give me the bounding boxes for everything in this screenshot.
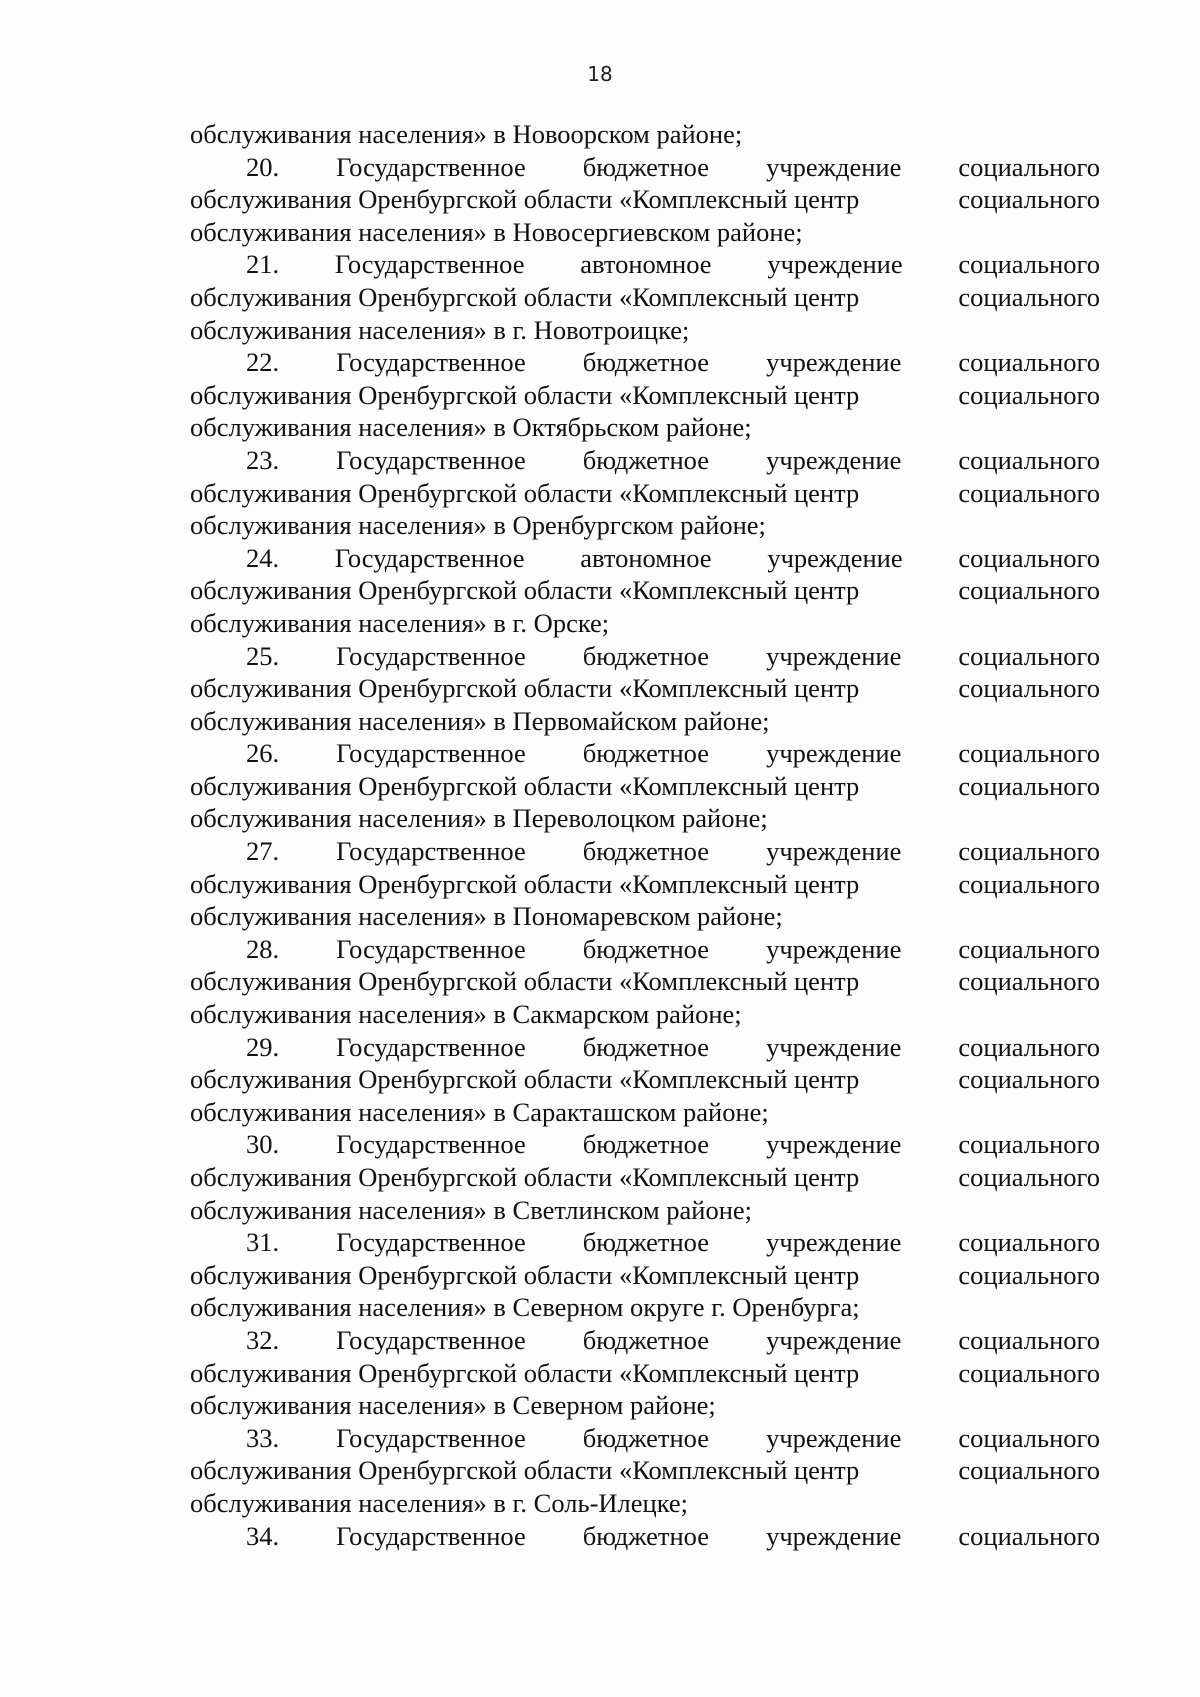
word-inst: учреждение bbox=[766, 1227, 902, 1258]
item-location: обслуживания населения» в г. Соль-Илецке; bbox=[190, 1487, 689, 1518]
institution-type: бюджетное bbox=[582, 347, 710, 378]
item-line-2 bbox=[190, 868, 1100, 901]
item-location: обслуживания населения» в г. Орске; bbox=[190, 607, 610, 638]
word-gov: Государственное bbox=[336, 444, 526, 475]
word-gov: Государственное bbox=[336, 1422, 526, 1453]
item-line-2 bbox=[190, 281, 1100, 314]
line2-right: социального bbox=[958, 966, 1100, 997]
item-number: 30. bbox=[246, 1129, 280, 1160]
item-line-1 bbox=[190, 1422, 1100, 1455]
word-social: социального bbox=[958, 836, 1100, 867]
item-location: обслуживания населения» в Оренбургском районе; bbox=[190, 510, 766, 541]
item-number: 29. bbox=[246, 1031, 280, 1062]
line2-left: обслуживания Оренбургской области «Комплексный центр bbox=[190, 673, 860, 704]
word-social: социального bbox=[958, 738, 1100, 769]
item-line-1 bbox=[190, 1226, 1100, 1259]
item-location: обслуживания населения» в Сакмарском районе; bbox=[190, 999, 742, 1030]
line2-right: социального bbox=[958, 1064, 1100, 1095]
word-inst: учреждение bbox=[766, 1520, 902, 1551]
page-number: 18 bbox=[587, 62, 613, 86]
word-inst: учреждение bbox=[766, 444, 902, 475]
word-inst: учреждение bbox=[766, 1324, 902, 1355]
institution-type: бюджетное bbox=[582, 1324, 710, 1355]
line2-left: обслуживания Оренбургской области «Комплексный центр bbox=[190, 379, 860, 410]
line2-right: социального bbox=[958, 1357, 1100, 1388]
list-item bbox=[190, 151, 1100, 249]
line2-left: обслуживания Оренбургской области «Комплексный центр bbox=[190, 868, 860, 899]
word-social: социального bbox=[958, 933, 1100, 964]
word-inst: учреждение bbox=[766, 1422, 902, 1453]
word-social: социального bbox=[958, 249, 1100, 280]
word-gov: Государственное bbox=[336, 1031, 526, 1062]
word-gov: Государственное bbox=[336, 933, 526, 964]
item-location: обслуживания населения» в Первомайском районе; bbox=[190, 705, 770, 736]
word-gov: Государственное bbox=[336, 1324, 526, 1355]
item-line-1 bbox=[190, 248, 1100, 281]
line2-right: социального bbox=[958, 281, 1100, 312]
institution-type: бюджетное bbox=[582, 1031, 710, 1062]
list-item bbox=[190, 835, 1100, 933]
line2-right: социального bbox=[958, 868, 1100, 899]
word-gov: Государственное bbox=[336, 151, 526, 182]
line2-left: обслуживания Оренбургской области «Комплексный центр bbox=[190, 184, 860, 215]
line2-left: обслуживания Оренбургской области «Комплексный центр bbox=[190, 770, 860, 801]
item-line-2 bbox=[190, 672, 1100, 705]
item-line-1 bbox=[190, 151, 1100, 184]
item-line-2 bbox=[190, 477, 1100, 510]
item-line-2 bbox=[190, 1454, 1100, 1487]
item-number: 26. bbox=[246, 738, 280, 769]
institution-type: бюджетное bbox=[582, 151, 710, 182]
list-item bbox=[190, 1226, 1100, 1324]
item-number: 21. bbox=[246, 249, 280, 280]
word-inst: учреждение bbox=[766, 836, 902, 867]
institution-type: бюджетное bbox=[582, 640, 710, 671]
institution-type: бюджетное bbox=[582, 1227, 710, 1258]
item-line-2 bbox=[190, 1357, 1100, 1390]
institution-type: бюджетное bbox=[582, 836, 710, 867]
institution-type: бюджетное bbox=[582, 1520, 710, 1551]
list-item bbox=[190, 444, 1100, 542]
word-inst: учреждение bbox=[766, 933, 902, 964]
word-social: социального bbox=[958, 542, 1100, 573]
list-item-partial bbox=[190, 1520, 1100, 1553]
item-number: 27. bbox=[246, 836, 280, 867]
word-social: социального bbox=[958, 1422, 1100, 1453]
word-gov: Государственное bbox=[336, 1129, 526, 1160]
item-line-1 bbox=[190, 1128, 1100, 1161]
list-item bbox=[190, 542, 1100, 640]
word-gov: Государственное bbox=[336, 347, 526, 378]
institution-type: бюджетное bbox=[582, 444, 710, 475]
word-inst: учреждение bbox=[766, 738, 902, 769]
line2-right: социального bbox=[958, 1162, 1100, 1192]
item-number: 28. bbox=[246, 933, 280, 964]
item-location: обслуживания населения» в г. Новотроицке; bbox=[190, 314, 690, 345]
intro-line: обслуживания населения» в Новоорском районе; bbox=[190, 119, 743, 149]
word-gov: Государственное bbox=[334, 249, 525, 280]
word-social: социального bbox=[958, 1227, 1100, 1258]
line2-right: социального bbox=[958, 770, 1100, 801]
item-line-1 bbox=[190, 444, 1100, 477]
document-body bbox=[190, 118, 1100, 1552]
list-item bbox=[190, 1031, 1100, 1129]
item-line-2 bbox=[190, 770, 1100, 803]
line2-left: обслуживания Оренбургской области «Комплексный центр bbox=[190, 575, 860, 606]
item-line-2 bbox=[190, 1161, 1100, 1194]
line2-left: обслуживания Оренбургской области «Комплексный центр bbox=[190, 1357, 860, 1388]
word-social: социального bbox=[958, 640, 1100, 671]
word-inst: учреждение bbox=[766, 1031, 902, 1062]
word-gov: Государственное bbox=[336, 738, 526, 769]
item-line-1 bbox=[190, 933, 1100, 966]
word-social: социального bbox=[958, 1520, 1100, 1551]
item-line-1 bbox=[190, 1031, 1100, 1064]
word-gov: Государственное bbox=[336, 640, 526, 671]
institution-type: бюджетное bbox=[582, 1129, 710, 1160]
item-location: обслуживания населения» в Новосергиевском районе; bbox=[190, 216, 803, 247]
word-inst: учреждение bbox=[767, 542, 903, 573]
item-line-1 bbox=[190, 640, 1100, 673]
item-location: обслуживания населения» в Северном округе г. Оренбурга; bbox=[190, 1292, 860, 1323]
line2-left: обслуживания Оренбургской области «Комплексный центр bbox=[190, 1259, 860, 1290]
item-number: 33. bbox=[246, 1422, 280, 1453]
list-item bbox=[190, 1128, 1100, 1226]
list-item bbox=[190, 346, 1100, 444]
word-gov: Государственное bbox=[336, 1520, 526, 1551]
item-line-1 bbox=[190, 542, 1100, 575]
line2-left: обслуживания Оренбургской области «Комплексный центр bbox=[190, 1064, 860, 1095]
line2-right: социального bbox=[958, 1455, 1100, 1486]
word-social: социального bbox=[958, 1031, 1100, 1062]
item-line-2 bbox=[190, 574, 1100, 607]
item-location: обслуживания населения» в Саракташском районе; bbox=[190, 1096, 769, 1127]
line2-right: социального bbox=[958, 184, 1100, 215]
line2-right: социального bbox=[958, 673, 1100, 704]
list-item bbox=[190, 933, 1100, 1031]
word-inst: учреждение bbox=[766, 640, 902, 671]
institution-type: автономное bbox=[580, 249, 712, 280]
item-line-2 bbox=[190, 183, 1100, 216]
institution-type: автономное bbox=[580, 542, 712, 573]
word-social: социального bbox=[958, 444, 1100, 475]
word-inst: учреждение bbox=[766, 151, 902, 182]
item-line-1 bbox=[190, 1520, 1100, 1553]
item-line-2 bbox=[190, 965, 1100, 998]
word-social: социального bbox=[958, 347, 1100, 378]
institution-type: бюджетное bbox=[582, 1422, 710, 1453]
word-inst: учреждение bbox=[766, 1129, 902, 1160]
item-location: обслуживания населения» в Переволоцком районе; bbox=[190, 803, 768, 834]
line2-right: социального bbox=[958, 575, 1100, 606]
institution-type: бюджетное bbox=[582, 933, 710, 964]
word-gov: Государственное bbox=[336, 1227, 526, 1258]
word-social: социального bbox=[958, 1129, 1100, 1160]
list-item bbox=[190, 1324, 1100, 1422]
line2-left: обслуживания Оренбургской области «Комплексный центр bbox=[190, 966, 860, 997]
word-gov: Государственное bbox=[334, 542, 525, 573]
institution-type: бюджетное bbox=[582, 738, 710, 769]
item-number: 22. bbox=[246, 347, 280, 378]
item-line-2 bbox=[190, 1259, 1100, 1292]
line2-right: социального bbox=[958, 477, 1100, 508]
item-location: обслуживания населения» в Светлинском районе; bbox=[190, 1194, 753, 1225]
item-number: 31. bbox=[246, 1227, 280, 1258]
item-number: 34. bbox=[246, 1520, 280, 1551]
line2-left: обслуживания Оренбургской области «Комплексный центр bbox=[190, 1455, 860, 1486]
list-item bbox=[190, 1422, 1100, 1520]
line2-left: обслуживания Оренбургской области «Комплексный центр bbox=[190, 477, 860, 508]
word-gov: Государственное bbox=[336, 836, 526, 867]
item-number: 24. bbox=[246, 542, 280, 573]
word-inst: учреждение bbox=[767, 249, 903, 280]
item-location: обслуживания населения» в Северном районе; bbox=[190, 1390, 716, 1421]
list-item bbox=[190, 248, 1100, 346]
line2-left: обслуживания Оренбургской области «Комплексный центр bbox=[190, 281, 860, 312]
word-social: социального bbox=[958, 151, 1100, 182]
line2-left: обслуживания Оренбургской области «Комплексный центр bbox=[190, 1162, 860, 1192]
item-line-1 bbox=[190, 737, 1100, 770]
item-location: обслуживания населения» в Пономаревском районе; bbox=[190, 901, 783, 932]
item-number: 25. bbox=[246, 640, 280, 671]
item-number: 23. bbox=[246, 444, 280, 475]
item-line-1 bbox=[190, 1324, 1100, 1357]
item-line-2 bbox=[190, 379, 1100, 412]
line2-right: социального bbox=[958, 1259, 1100, 1290]
item-number: 32. bbox=[246, 1324, 280, 1355]
item-line-1 bbox=[190, 346, 1100, 379]
item-location: обслуживания населения» в Октябрьском районе; bbox=[190, 412, 752, 443]
item-number: 20. bbox=[246, 151, 280, 182]
item-line-2 bbox=[190, 1063, 1100, 1096]
list-item bbox=[190, 737, 1100, 835]
word-social: социального bbox=[958, 1324, 1100, 1355]
word-inst: учреждение bbox=[766, 347, 902, 378]
list-item bbox=[190, 640, 1100, 738]
item-line-1 bbox=[190, 835, 1100, 868]
line2-right: социального bbox=[958, 379, 1100, 410]
